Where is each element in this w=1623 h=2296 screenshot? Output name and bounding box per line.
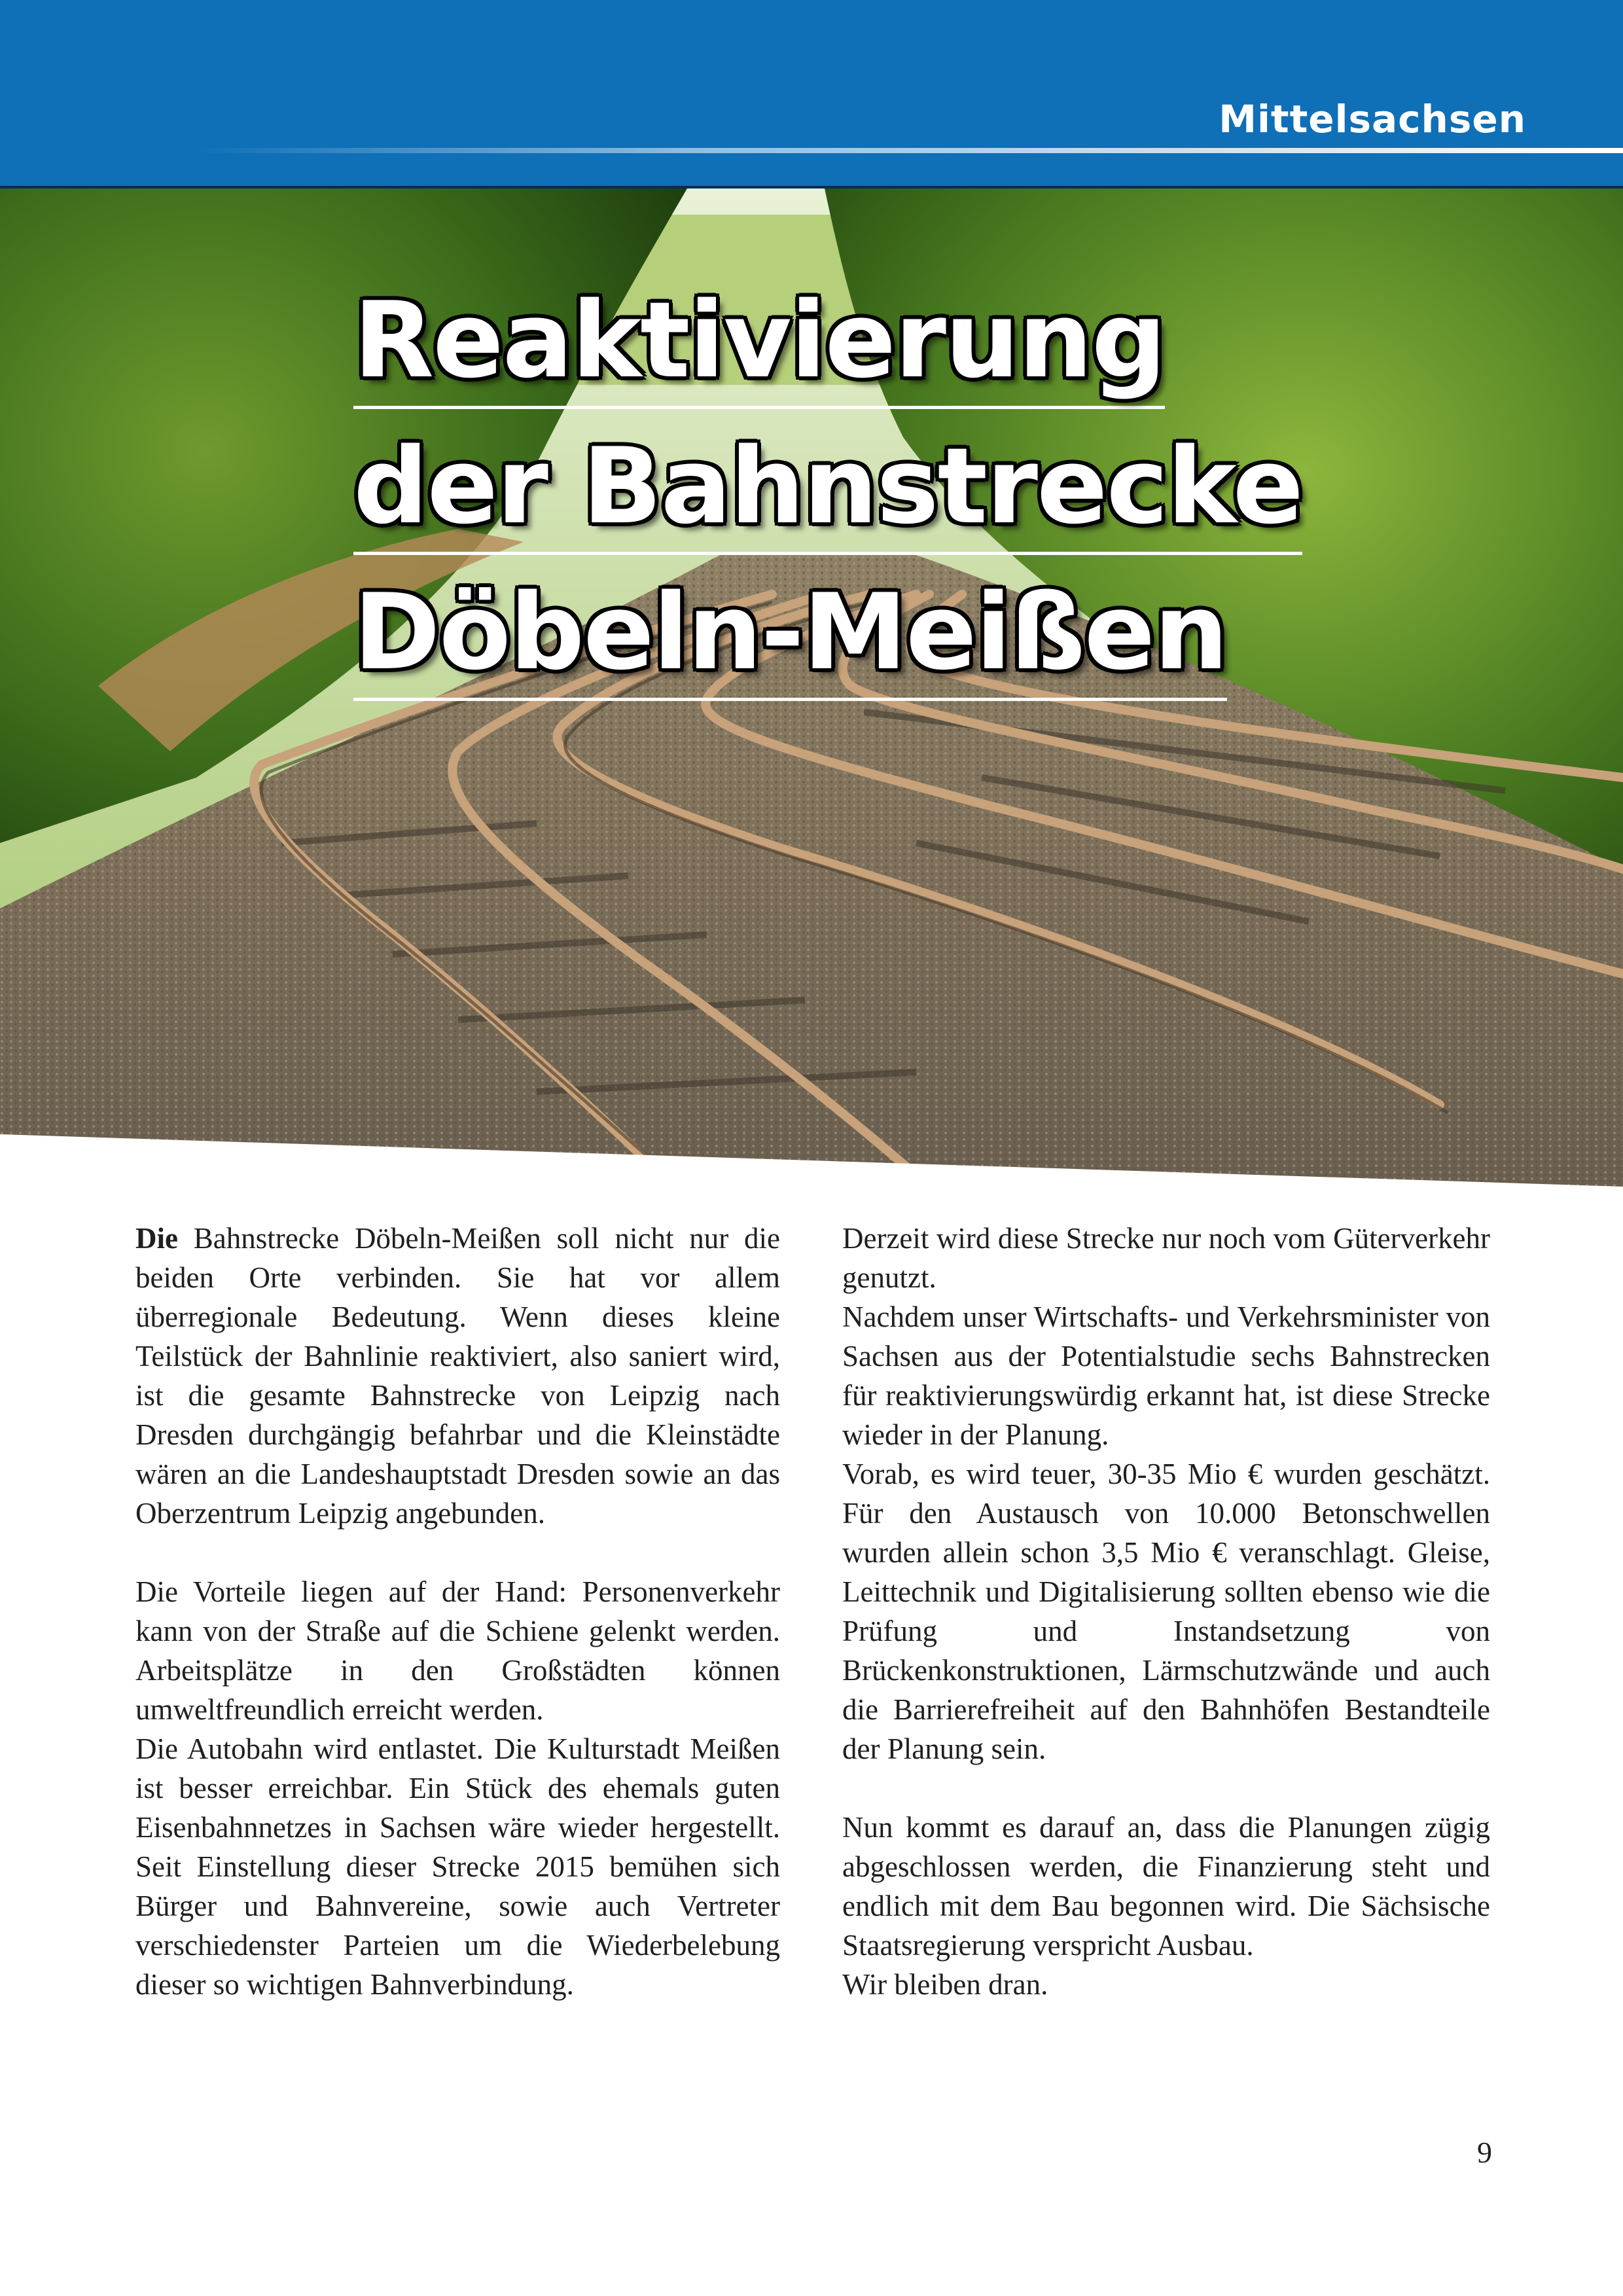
left-paragraph-3: Die Autobahn wird entlastet. Die Kulturstadt Meißen ist besser erreichbar. Ein Stück des ehemals guten Eisenbahnnetzes in Sachsen wäre wieder hergestellt. Seit Einstellung dieser Strecke 2015 bemühen sich Bürger und Bahnvereine, sowie auch Vertreter verschiedenster Parteien um die Wiederbelebung dieser so wichtigen Bahnverbindung. <box>135 1732 780 2001</box>
left-paragraph-1 <box>135 1219 780 1533</box>
article-title <box>353 275 1302 713</box>
right-paragraph-4: Nun kommt es darauf an, dass die Planungen zügig abgeschlossen werden, die Finanzierung steht und endlich mit dem Bau begonnen wird. Die Sächsische Staatsregierung verspricht Ausbau. <box>842 1811 1490 1962</box>
page-number: 9 <box>1477 2136 1492 2169</box>
title-line-1: Reaktivierung <box>353 275 1165 409</box>
title-line-2: der Bahnstrecke <box>353 421 1302 555</box>
right-column <box>842 1219 1490 2004</box>
right-paragraph-2: Nachdem unser Wirtschafts- und Verkehrsminister von Sachsen aus der Potentialstudie sechs Bahnstrecken für reaktivierungswürdig erkannt hat, ist diese Strecke wieder in der Planung. <box>842 1300 1490 1451</box>
right-paragraph-3: Vorab, es wird teuer, 30-35 Mio € wurden geschätzt. Für den Austausch von 10.000 Betonschwellen wurden allein schon 3,5 Mio € veranschlagt. Gleise, Leittechnik und Digitalisierung sollten ebenso wie die Prüfung und Instandsetzung von Brückenkonstruktionen, Lärmschutzwände und auch die Barrierefreiheit auf den Bahnhöfen Bestandteile der Planung sein. <box>842 1458 1490 1765</box>
header-band <box>0 0 1623 188</box>
lead-word: Die <box>135 1222 178 1255</box>
left-paragraph-2: Die Vorteile liegen auf der Hand: Personenverkehr kann von der Straße auf die Schiene gelenkt werden. Arbeitsplätze in den Großstädten können umweltfreundlich erreicht werden. <box>135 1575 780 1726</box>
header-rule <box>196 148 1623 153</box>
left-paragraph-1-text: Bahnstrecke Döbeln-Meißen soll nicht nur die beiden Orte verbinden. Sie hat vor allem überregionale Bedeutung. Wenn dieses kleine Teilstück der Bahnlinie reaktiviert, also saniert wird, ist die gesamte Bahnstrecke von Leipzig nach Dresden durchgängig befahrbar und die Kleinstädte wären an die Landeshauptstadt Dresden sowie an das Oberzentrum Leipzig angebunden. <box>135 1222 780 1530</box>
title-line-3: Döbeln-Meißen <box>353 567 1227 701</box>
right-paragraph-1: Derzeit wird diese Strecke nur noch vom Güterverkehr genutzt. <box>842 1222 1490 1294</box>
region-label: Mittelsachsen <box>1219 97 1526 141</box>
left-column <box>135 1219 780 2004</box>
right-paragraph-5: Wir bleiben dran. <box>842 1968 1048 2001</box>
